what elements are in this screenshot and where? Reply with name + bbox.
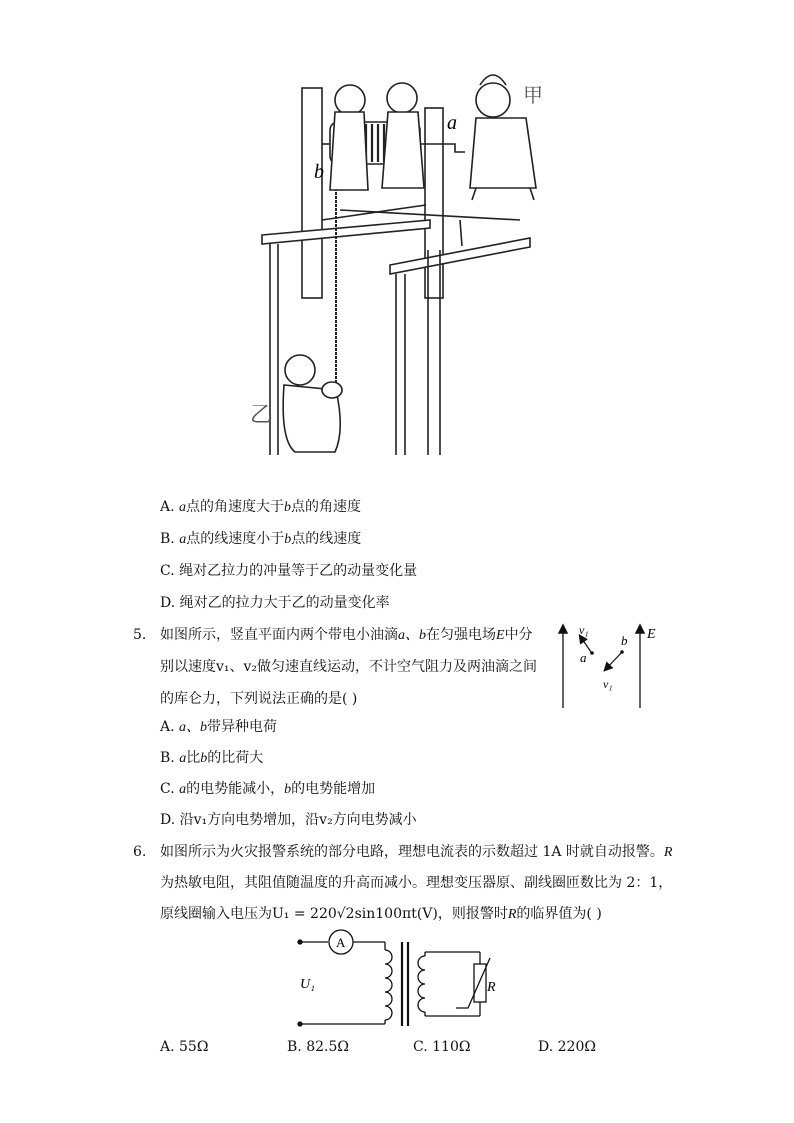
q6-option-a[interactable]: A. 55Ω — [160, 1039, 209, 1055]
q5-option-d[interactable]: D. 沿v₁方向电势增加，沿v₂方向电势减小 — [160, 812, 417, 828]
label-yi: 乙 — [250, 402, 273, 427]
label-v1-bottom: v₁ — [603, 677, 613, 691]
q5-number: 5. — [133, 627, 147, 643]
q4-option-b[interactable]: B. a点的线速度小于b点的线速度 — [160, 531, 362, 547]
label-field-e: E — [647, 627, 656, 642]
label-droplet-a: a — [580, 650, 587, 665]
label-resistor-r: R — [487, 980, 496, 995]
label-b: b — [314, 161, 324, 183]
q6-option-b[interactable]: B. 82.5Ω — [287, 1039, 349, 1055]
velocity-b-arrow — [605, 652, 622, 670]
q6-stem-line2: 为热敏电阻，其阻值随温度的升高而减小。理想变压器原、副线圈匝数比为 2：1， — [160, 875, 673, 891]
q5-stem-line3: 的库仑力，下列说法正确的是( ) — [160, 691, 358, 707]
q6-number: 6. — [133, 844, 147, 860]
q5-option-b[interactable]: B. a比b的比荷大 — [160, 750, 264, 766]
q5-option-c[interactable]: C. a的电势能减小，b的电势能增加 — [160, 781, 376, 797]
q4-option-c[interactable]: C. 绳对乙拉力的冲量等于乙的动量变化量 — [160, 563, 418, 579]
label-v1-top: v₁ — [579, 623, 589, 637]
q4-option-d[interactable]: D. 绳对乙的拉力大于乙的动量变化率 — [160, 595, 390, 611]
q6-stem-line1: 如图所示为火灾报警系统的部分电路，理想电流表的示数超过 1A 时就自动报警。R — [160, 844, 673, 860]
q6-circuit-figure — [290, 928, 510, 1033]
droplet-b — [620, 650, 624, 654]
label-droplet-b: b — [621, 633, 628, 648]
q4-option-a[interactable]: A. a点的角速度大于b点的角速度 — [160, 499, 362, 515]
label-u1: U₁ — [300, 977, 315, 992]
label-jia: 甲 — [523, 85, 543, 107]
q6-option-c[interactable]: C. 110Ω — [413, 1039, 471, 1055]
droplet-a — [590, 651, 594, 655]
ammeter-label: A — [336, 935, 346, 950]
q6-stem-line3: 原线圈输入电压为U₁ = 220√2sin100πt(V)，则报警时R的临界值为( ) — [160, 906, 602, 922]
q5-stem-line2: 别以速度v₁、v₂做匀速直线运动，不计空气阻力及两油滴之间 — [160, 659, 538, 675]
label-a: a — [447, 112, 457, 134]
q5-option-a[interactable]: A. a、b带异种电荷 — [160, 719, 278, 735]
windlass-figure — [240, 60, 560, 465]
q6-option-d[interactable]: D. 220Ω — [538, 1039, 596, 1055]
q5-field-figure — [555, 618, 675, 713]
q5-stem-line1: 如图所示，竖直平面内两个带电小油滴a、b在匀强电场E中分 — [160, 627, 533, 643]
